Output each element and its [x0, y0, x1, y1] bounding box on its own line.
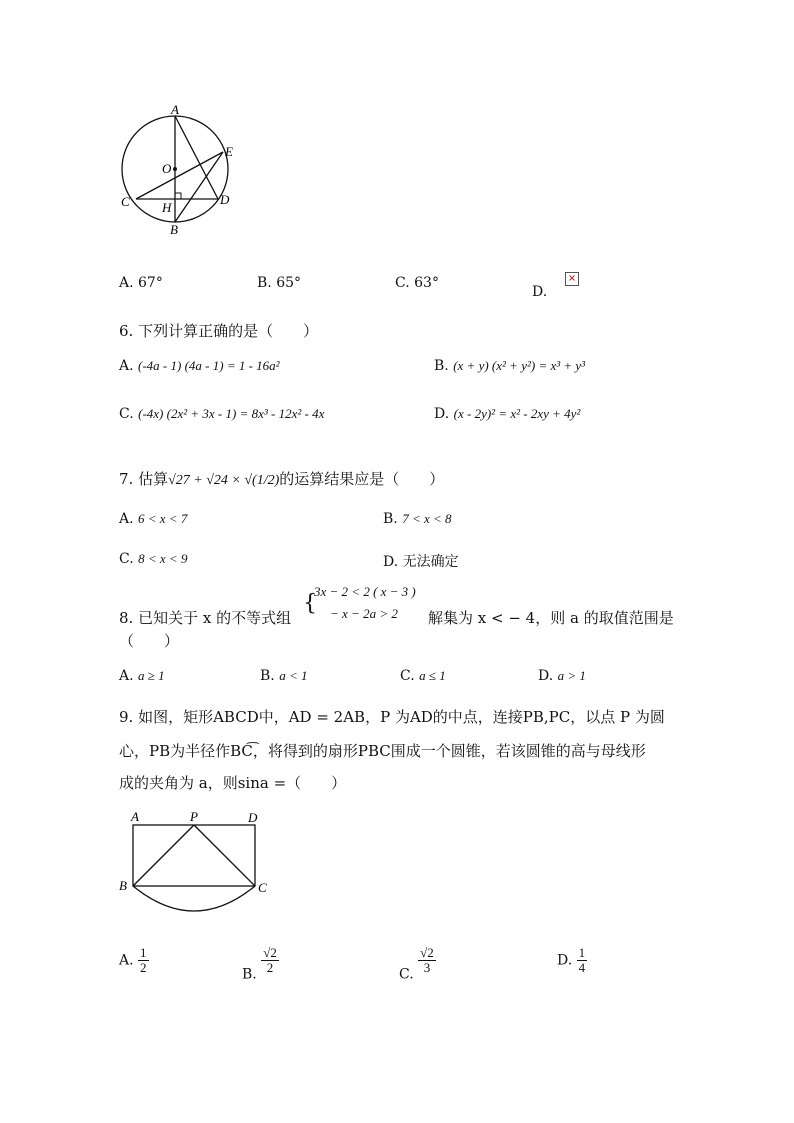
denominator: 4 [578, 960, 586, 975]
option-expr: a ≤ 1 [419, 668, 446, 683]
q6-option-a [119, 358, 280, 374]
q9-option-d [557, 946, 587, 975]
option-expr: (-4a - 1) (4a - 1) = 1 - 16a² [138, 358, 280, 373]
q7-prefix: 7. 估算 [119, 470, 169, 488]
option-letter: A. [119, 668, 134, 684]
option-letter: D. [538, 668, 554, 684]
option-expr: 6 < x < 7 [138, 511, 188, 526]
option-letter: D. [383, 554, 399, 570]
option-expr: (-4x) (2x² + 3x - 1) = 8x³ - 12x² - 4x [138, 406, 325, 421]
denominator: 2 [266, 960, 274, 975]
label-A: A [131, 809, 139, 824]
q5-option-d [532, 284, 547, 300]
numerator: √2 [420, 945, 434, 960]
label-E: E [225, 144, 233, 159]
option-letter: A. [119, 511, 134, 527]
option-letter: A. [119, 952, 134, 969]
option-expr: 无法确定 [402, 554, 459, 570]
option-letter: C. [119, 406, 134, 422]
option-letter: B. [434, 358, 449, 374]
q8-system-line1: 3x − 2 < 2 ( x − 3 ) [314, 584, 416, 599]
broken-image-icon: × [565, 272, 579, 286]
q8-option-a [119, 668, 165, 684]
fraction [138, 946, 149, 975]
q6-option-b [434, 358, 585, 374]
option-expr: 8 < x < 9 [138, 551, 188, 566]
label-D: D [220, 192, 230, 207]
option-letter: B. [260, 668, 275, 684]
label-B: B [119, 878, 127, 893]
option-letter: B. [383, 511, 398, 527]
option-value: 65° [276, 275, 302, 291]
numerator: √2 [263, 945, 277, 960]
q8-option-b [260, 668, 307, 684]
q7-expr: √27 + √24 × √(1/2) [168, 473, 280, 488]
option-letter: B. [242, 966, 257, 983]
q9-option-c [399, 946, 436, 983]
option-expr: a < 1 [279, 668, 308, 683]
q9-line2: 心，PB为半径作BC͡，将得到的扇形PBC围成一个圆锥，若该圆锥的高与母线形 [119, 742, 646, 760]
option-letter: D. [557, 952, 573, 969]
option-expr: 7 < x < 8 [402, 511, 452, 526]
q8-option-d [538, 668, 586, 684]
q9-line3: 成的夹角为 a，则sina =（ ） [119, 774, 347, 792]
label-A: A [171, 102, 179, 117]
option-expr: a ≥ 1 [138, 668, 165, 683]
q5-option-a [119, 275, 163, 291]
option-value: 63° [414, 275, 439, 291]
denominator: 3 [423, 960, 431, 975]
label-P: P [190, 809, 198, 824]
fraction [418, 946, 436, 975]
q7-stem [119, 468, 444, 489]
q8-paren: （ ） [119, 632, 180, 650]
fraction [261, 946, 279, 975]
denominator: 2 [140, 960, 147, 975]
q6-stem: 6. 下列计算正确的是（ ） [119, 322, 319, 340]
system-brace: { [303, 591, 317, 616]
q5-option-c [395, 275, 439, 291]
fraction [577, 946, 588, 975]
option-letter: C. [395, 275, 410, 291]
option-expr: (x - 2y)² = x² - 2xy + 4y² [453, 406, 581, 421]
rectangle-sector-figure [112, 808, 282, 918]
option-letter: A. [119, 275, 134, 291]
q9-option-a [119, 946, 149, 975]
q6-option-c [119, 406, 324, 422]
label-B: B [170, 222, 178, 237]
option-letter: D. [532, 284, 548, 300]
option-letter: C. [119, 551, 134, 567]
label-C: C [258, 880, 267, 895]
q7-suffix: 的运算结果应是（ ） [279, 470, 445, 488]
option-value: 67° [138, 275, 163, 291]
option-letter: C. [399, 966, 414, 983]
q7-option-b [383, 511, 452, 527]
label-C: C [121, 194, 130, 209]
q8-prefix: 8. 已知关于 x 的不等式组 [119, 609, 292, 627]
q5-option-b [257, 275, 301, 291]
numerator: 1 [578, 945, 586, 960]
option-letter: A. [119, 358, 134, 374]
label-H: H [162, 200, 172, 215]
q9-line1: 9. 如图，矩形ABCD中，AD = 2AB，P 为AD的中点，连接PB,PC，以点 P 为圆 [119, 708, 665, 726]
label-O: O [162, 161, 172, 176]
numerator: 1 [140, 945, 147, 960]
q7-option-d [383, 551, 459, 571]
option-expr: (x + y) (x² + y²) = x³ + y³ [453, 358, 586, 373]
q6-option-d [434, 406, 580, 422]
circle-figure [112, 100, 252, 240]
option-letter: D. [434, 406, 450, 422]
q7-option-a [119, 511, 187, 527]
option-letter: C. [400, 668, 415, 684]
label-D: D [248, 810, 258, 825]
q8-option-c [400, 668, 446, 684]
q9-option-b [242, 946, 279, 983]
q7-option-c [119, 551, 187, 567]
q8-system-line2: − x − 2a > 2 [330, 606, 398, 621]
option-expr: a > 1 [557, 668, 586, 683]
q8-suffix: 解集为 x < − 4，则 a 的取值范围是 [428, 609, 674, 627]
option-letter: B. [257, 275, 272, 291]
